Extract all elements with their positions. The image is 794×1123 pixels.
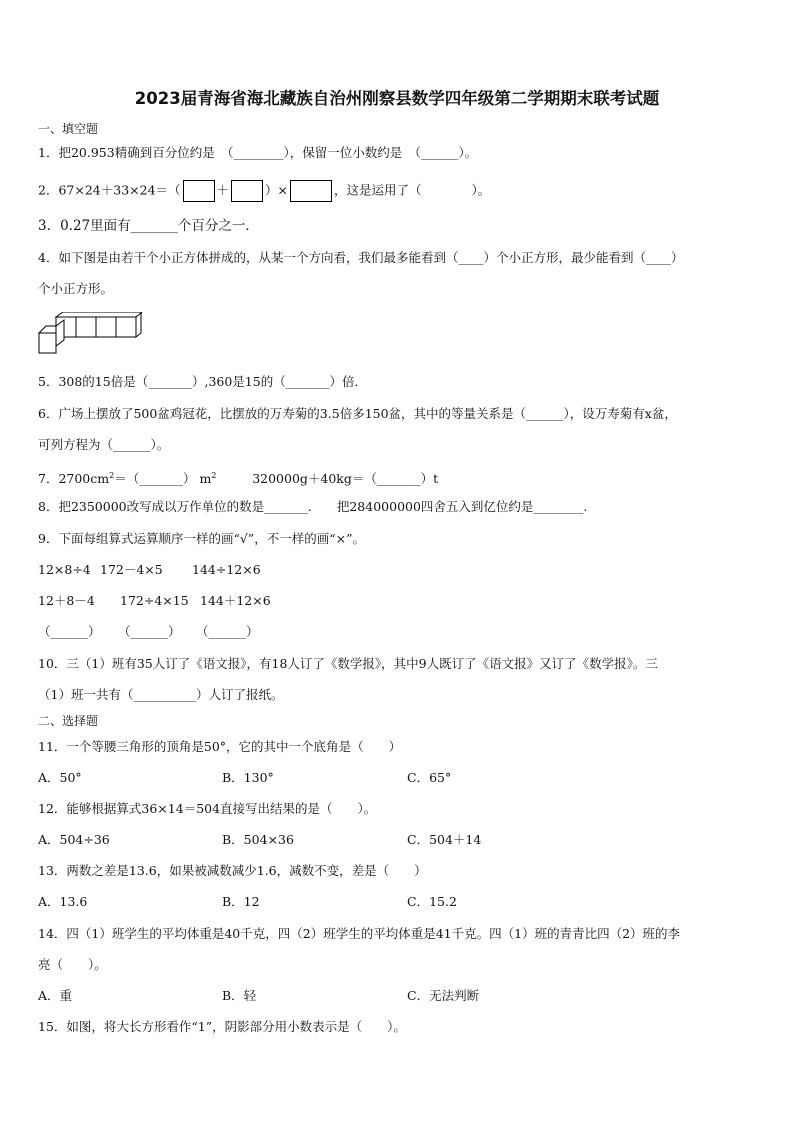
q14-option-a: A．重 <box>38 988 73 1003</box>
cube-face <box>76 317 96 337</box>
page-title: 2023届青海省海北藏族自治州刚察县数学四年级第二学期期末联考试题 <box>134 89 660 108</box>
question-2-plus: ＋ <box>216 182 230 198</box>
q9-row-1-item-3: 144÷12×6 <box>192 562 261 577</box>
question-10-line-1: 10．三（1）班有35人订了《语文报》，有18人订了《数学报》，其中9人既订了《语文报》又订了《数学报》。三 <box>38 656 658 671</box>
q13-option-a: A．13.6 <box>38 894 88 909</box>
question-1: 1．把20.953精确到百分位约是 （________），保留一位小数约是 （______）。 <box>38 145 478 160</box>
unit-square-superscript-2: 2 <box>211 471 217 480</box>
section-choice-title: 二、选择题 <box>38 714 99 728</box>
question-2-part-c: ，这是运用了（ ）。 <box>334 182 491 198</box>
cube-face-front <box>39 333 56 353</box>
q9-answer-3: （______） <box>196 624 259 639</box>
question-4-line-1: 4．如下图是由若干个小正方体拼成的，从某一个方向看，我们最多能看到（____）个小正方形，最少能看到（____） <box>38 250 684 265</box>
question-2-part-b: ）× <box>265 182 289 198</box>
q14-option-c: C．无法判断 <box>407 988 480 1003</box>
unit-m: m <box>199 471 212 487</box>
q11-option-a: A．50° <box>38 770 82 785</box>
q9-answer-2: （______） <box>118 624 181 639</box>
answer-box-3 <box>290 180 332 202</box>
question-4-line-2: 个小正方形。 <box>38 281 114 296</box>
q9-row-1-item-2: 172－4×5 <box>100 562 163 577</box>
question-3: 3．0.27里面有_______个百分之一． <box>38 218 259 234</box>
question-15: 15．如图，将大长方形看作“1”，阴影部分用小数表示是（ ）。 <box>38 1019 406 1034</box>
question-14-line-1: 14．四（1）班学生的平均体重是40千克，四（2）班学生的平均体重是41千克。四（1）班的青青比四（2）班的李 <box>38 926 681 941</box>
question-6-line-1: 6．广场上摆放了500盆鸡冠花，比摆放的万寿菊的3.5倍多150盆，其中的等量关系是（______），设万寿菊有x盆， <box>38 406 677 421</box>
q13-option-b: B．12 <box>222 894 260 909</box>
q9-answer-1: （______） <box>38 624 101 639</box>
cube-face <box>96 317 116 337</box>
q9-row-2-item-3: 144＋12×6 <box>200 593 271 608</box>
q9-row-2-item-2: 172÷4×15 <box>120 593 189 608</box>
question-13: 13．两数之差是13.6，如果被减数减少1.6，减数不变，差是（ ） <box>38 863 427 878</box>
section-fill-in-title: 一、填空题 <box>38 122 99 136</box>
unit-square-superscript: 2 <box>109 471 115 480</box>
top-face-left <box>39 326 56 333</box>
question-7-part-b: ＝（_______） <box>114 471 196 487</box>
q12-option-c: C．504＋14 <box>407 832 482 847</box>
question-7-part-c: 320000g＋40kg＝（_______）t <box>252 471 439 487</box>
question-14-line-2: 亮（ ）。 <box>38 957 107 972</box>
question-7-part-a: 7．2700 <box>38 471 91 487</box>
question-5: 5．308的15倍是（_______）,360是15的（_______）倍． <box>38 374 367 389</box>
cube-figure <box>36 312 142 356</box>
question-2-part-a: 2．67×24＋33×24＝（ <box>38 182 181 198</box>
q13-option-c: C．15.2 <box>407 894 457 909</box>
question-8: 8．把2350000改写成以万作单位的数是_______. 把284000000四舍五入到亿位约是________. <box>38 499 588 514</box>
q11-option-b: B．130° <box>222 770 274 785</box>
question-10-line-2: （1）班一共有（__________）人订了报纸。 <box>38 687 284 702</box>
question-12: 12．能够根据算式36×14＝504直接写出结果的是（ ）。 <box>38 801 377 816</box>
question-11: 11．一个等腰三角形的顶角是50°，它的其中一个底角是（ ） <box>38 739 402 754</box>
side-face <box>136 313 141 337</box>
q11-option-c: C．65° <box>407 770 452 785</box>
question-7 <box>38 468 438 487</box>
q9-row-2-item-1: 12＋8－4 <box>38 593 95 608</box>
top-face-strip <box>56 312 142 317</box>
question-9: 9．下面每组算式运算顺序一样的画“√”，不一样的画“×”。 <box>38 531 365 546</box>
q9-row-1-item-1: 12×8÷4 <box>38 562 91 577</box>
cube-face <box>116 317 136 337</box>
answer-box-2 <box>231 180 263 202</box>
answer-box-1 <box>183 180 215 202</box>
q14-option-b: B．轻 <box>222 988 257 1003</box>
question-6-line-2: 可列方程为（______）。 <box>38 437 170 452</box>
question-2 <box>38 180 490 202</box>
q12-option-b: B．504×36 <box>222 832 294 847</box>
q12-option-a: A．504÷36 <box>38 832 110 847</box>
unit-cm: cm <box>90 471 110 487</box>
